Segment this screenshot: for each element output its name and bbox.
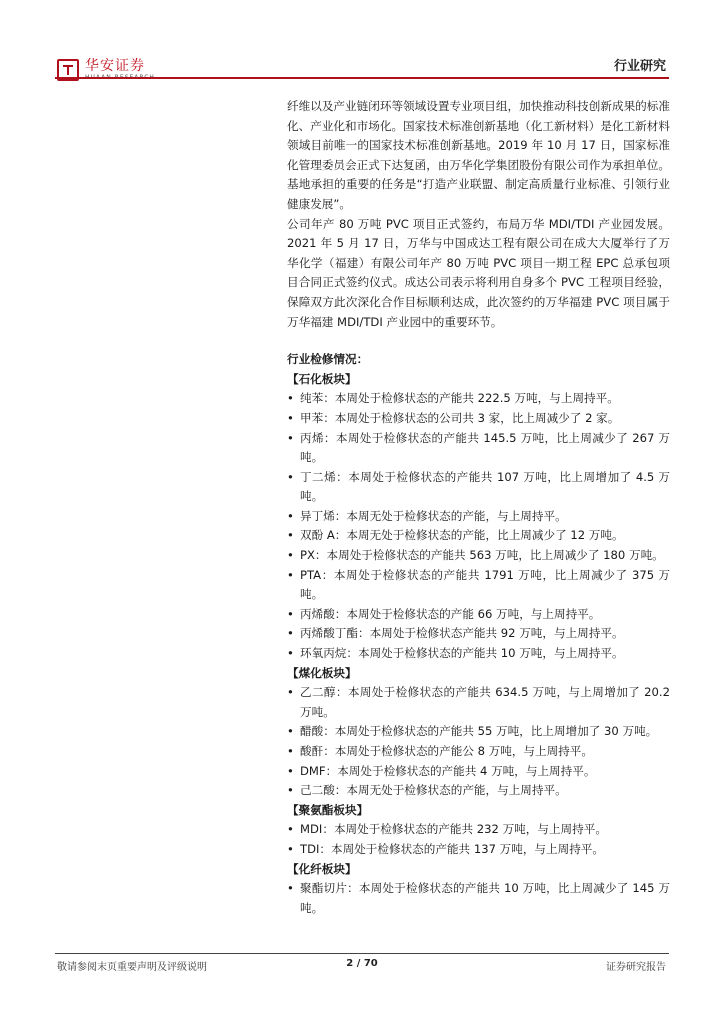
- list-item: • 酸酐：本周处于检修状态的产能公 8 万吨，与上周持平。: [287, 742, 670, 762]
- list-item: • 聚酯切片：本周处于检修状态的产能共 10 万吨，比上周减少了 145 万吨。: [287, 879, 670, 918]
- paragraph: 纤维以及产业链闭环等领域设置专业项目组，加快推动科技创新成果的标准化、产业化和市场化。国家技术标准创新基地（化工新材料）是化工新材料领域目前唯一的国家技术标准创新基地。2019 年 10 月 17 日，国家标准化管理委员会正式下达复函，由万华化学集团股份有限公司作为承担单位。基地承担的重要的任务是“打造产业联盟、制定高质量行业标准、引领行业健康发展”。: [287, 99, 670, 211]
- coal-chemical-list: [287, 683, 670, 801]
- list-item: • 醋酸：本周处于检修状态的产能共 55 万吨，比上周增加了 30 万吨。: [287, 722, 670, 742]
- block-title-chemical-fiber: 【化纤板块】: [287, 861, 357, 876]
- list-item: • PX：本周处于检修状态的产能共 563 万吨，比上周减少了 180 万吨。: [287, 546, 670, 566]
- page-number: 2 / 70: [346, 958, 378, 969]
- petrochemical-list: [287, 389, 670, 663]
- list-item: • TDI：本周处于检修状态的产能共 137 万吨，与上周持平。: [287, 840, 670, 860]
- polyurethane-list: [287, 820, 670, 859]
- main-content: [287, 97, 670, 918]
- list-item: • 己二酸：本周无处于检修状态的产能，与上周持平。: [287, 781, 670, 801]
- block-title-petrochemical: 【石化板块】: [287, 371, 357, 386]
- list-item: • MDI：本周处于检修状态的产能共 232 万吨，与上周持平。: [287, 820, 670, 840]
- list-item: • PTA：本周处于检修状态的产能共 1791 万吨，比上周减少了 375 万吨。: [287, 566, 670, 605]
- header-divider: [55, 77, 669, 79]
- list-item: • 丙烯酸丁酯：本周处于检修状态产能共 92 万吨，与上周持平。: [287, 624, 670, 644]
- block-title-polyurethane: 【聚氨酯板块】: [287, 802, 369, 817]
- chemical-fiber-list: [287, 879, 670, 918]
- list-item: • 甲苯：本周处于检修状态的公司共 3 家，比上周减少了 2 家。: [287, 409, 670, 429]
- list-item: • 丁二烯：本周处于检修状态的产能共 107 万吨，比上周增加了 4.5 万吨。: [287, 468, 670, 507]
- logo-name: 华安证券: [85, 58, 145, 74]
- section-title: 行业检修情况：: [287, 352, 369, 367]
- list-item: • 丙烯酸：本周处于检修状态的产能 66 万吨，与上周持平。: [287, 605, 670, 625]
- block-title-coal-chemical: 【煤化板块】: [287, 665, 357, 680]
- paragraph: 公司年产 80 万吨 PVC 项目正式签约，布局万华 MDI/TDI 产业园发展。2021 年 5 月 17 日，万华与中国成达工程有限公司在成大大厦举行了万华化学（福建）有限公司年产 80 万吨 PVC 项目一期工程 EPC 总承包项目合同正式签约仪式。成达公司表示将利用自身多个 PVC 工程项目经验，保障双方此次深化合作目标顺利达成，此次签约的万华福建 PVC 项目属于万华福建 MDI/TDI 产业园中的重要环节。: [287, 216, 670, 329]
- list-item: • DMF：本周处于检修状态的产能共 4 万吨，与上周持平。: [287, 762, 670, 782]
- footer-report-type: 证券研究报告: [606, 962, 666, 973]
- list-item: • 环氧丙烷：本周处于检修状态的产能共 10 万吨，与上周持平。: [287, 644, 670, 664]
- list-item: • 双酚 A：本周无处于检修状态的产能，比上周减少了 12 万吨。: [287, 526, 670, 546]
- list-item: • 纯苯：本周处于检修状态的产能共 222.5 万吨，与上周持平。: [287, 389, 670, 409]
- footer-disclaimer: 敬请参阅末页重要声明及评级说明: [57, 962, 207, 973]
- list-item: • 乙二醇：本周处于检修状态的产能共 634.5 万吨，与上周增加了 20.2 万吨。: [287, 683, 670, 722]
- report-category: 行业研究: [613, 59, 666, 74]
- list-item: • 丙烯：本周处于检修状态的产能共 145.5 万吨，比上周减少了 267 万吨。: [287, 429, 670, 468]
- list-item: • 异丁烯：本周无处于检修状态的产能，与上周持平。: [287, 507, 670, 527]
- footer-divider: [55, 953, 669, 954]
- body-text: [287, 97, 670, 332]
- page-header: [0, 0, 724, 90]
